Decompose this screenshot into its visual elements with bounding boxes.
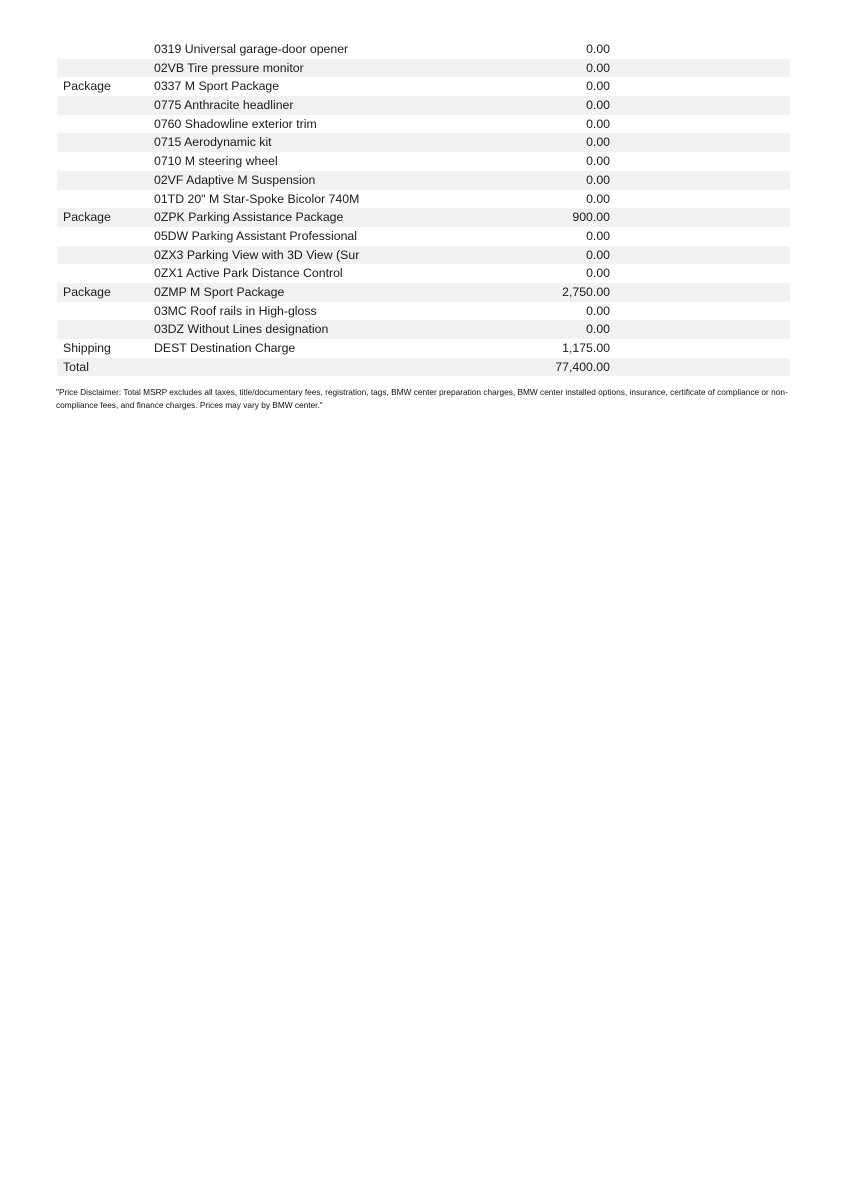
- option-name: Parking Assistance Package: [188, 210, 344, 225]
- option-code: 03MC: [154, 303, 187, 318]
- table-row: [57, 133, 790, 152]
- row-description: [148, 208, 440, 227]
- row-price: 0.00: [586, 191, 610, 206]
- row-price: 0.00: [586, 322, 610, 337]
- row-price: 0.00: [586, 60, 610, 75]
- vehicle-options-table: [57, 40, 790, 376]
- option-code: 0ZX3: [154, 247, 184, 262]
- row-price: 0.00: [586, 98, 610, 113]
- row-description: [148, 133, 440, 152]
- option-code: 0337: [154, 79, 182, 94]
- option-name: Roof rails in High-gloss: [190, 303, 317, 318]
- row-description: [148, 320, 440, 339]
- table-row: [57, 208, 790, 227]
- option-name: Active Park Distance Control: [186, 266, 343, 281]
- option-name: Tire pressure monitor: [187, 60, 304, 75]
- row-description: [148, 171, 440, 190]
- option-name: Aerodynamic kit: [184, 135, 272, 150]
- option-name: M steering wheel: [184, 154, 278, 169]
- table-row: [57, 339, 790, 358]
- option-name: 20" M Star-Spoke Bicolor 740M: [187, 191, 360, 206]
- table-row: [57, 283, 790, 302]
- table-row: [57, 96, 790, 115]
- row-price: 0.00: [586, 42, 610, 56]
- option-code: DEST: [154, 341, 187, 355]
- table-row: [57, 115, 790, 134]
- row-category: Package: [63, 284, 111, 299]
- table-row: [57, 320, 790, 339]
- option-name: Shadowline exterior trim: [184, 116, 317, 131]
- row-description: [148, 246, 440, 265]
- table-row: [57, 152, 790, 171]
- row-price: 0.00: [586, 172, 610, 187]
- row-price: 0.00: [586, 116, 610, 131]
- option-code: 0775: [154, 98, 182, 113]
- row-price: 900.00: [572, 210, 610, 225]
- option-code: 0ZMP: [154, 284, 187, 299]
- table-row: [57, 302, 790, 321]
- row-description: [148, 339, 440, 358]
- row-category: Package: [63, 210, 111, 225]
- table-row: [57, 59, 790, 78]
- row-category: Shipping: [63, 341, 111, 355]
- table-row: [57, 40, 790, 59]
- option-name: Parking Assistant Professional: [191, 228, 358, 243]
- row-description: [148, 227, 440, 246]
- option-code: 0319: [154, 42, 182, 56]
- row-price: 0.00: [586, 247, 610, 262]
- table-row: [57, 77, 790, 96]
- option-name: Adaptive M Suspension: [186, 172, 316, 187]
- option-code: 0760: [154, 116, 182, 131]
- row-description: [148, 115, 440, 134]
- row-price: 0.00: [586, 266, 610, 281]
- row-price: 2,750.00: [562, 284, 610, 299]
- option-name: Anthracite headliner: [184, 98, 294, 113]
- option-name: M Sport Package: [190, 284, 285, 299]
- option-name: M Sport Package: [184, 79, 280, 94]
- row-price: 0.00: [586, 79, 610, 94]
- option-code: 0ZPK: [154, 210, 185, 225]
- option-name: Destination Charge: [190, 341, 296, 355]
- row-price: 1,175.00: [562, 341, 610, 355]
- table-row: [57, 190, 790, 209]
- row-price: 0.00: [586, 135, 610, 150]
- row-description: [148, 264, 440, 283]
- option-name: Without Lines designation: [187, 322, 329, 337]
- price-disclaimer: "Price Disclaimer: Total MSRP excludes all taxes, title/documentary fees, registration, tags, BMW center preparation charges, BMW center installed options, insurance, certificate of compliance or non-compliance fees, and finance charges. Prices may vary by BMW center.": [56, 387, 788, 410]
- table-row-total: [57, 358, 790, 377]
- option-name: Parking View with 3D View (Sur: [186, 247, 360, 262]
- option-code: 0710: [154, 154, 182, 169]
- row-price: 0.00: [586, 228, 610, 243]
- option-name: Universal garage-door opener: [184, 42, 349, 56]
- option-code: 01TD: [154, 191, 185, 206]
- row-description: [148, 283, 440, 302]
- table-row: [57, 246, 790, 265]
- option-code: 05DW: [154, 228, 189, 243]
- option-code: 0ZX1: [154, 266, 184, 281]
- row-category: Total: [63, 359, 89, 374]
- table-row: [57, 264, 790, 283]
- option-code: 02VF: [154, 172, 184, 187]
- row-description: [148, 59, 440, 78]
- row-description: [148, 302, 440, 321]
- row-price: 0.00: [586, 303, 610, 318]
- row-description: [148, 77, 440, 96]
- option-code: 0715: [154, 135, 182, 150]
- row-price: 0.00: [586, 154, 610, 169]
- row-description: [148, 96, 440, 115]
- row-description: [148, 40, 440, 59]
- option-code: 02VB: [154, 60, 185, 75]
- row-description: [148, 190, 440, 209]
- table-row: [57, 171, 790, 190]
- row-category: Package: [63, 79, 111, 94]
- row-price: 77,400.00: [555, 359, 610, 374]
- table-row: [57, 227, 790, 246]
- option-code: 03DZ: [154, 322, 185, 337]
- row-description: [148, 152, 440, 171]
